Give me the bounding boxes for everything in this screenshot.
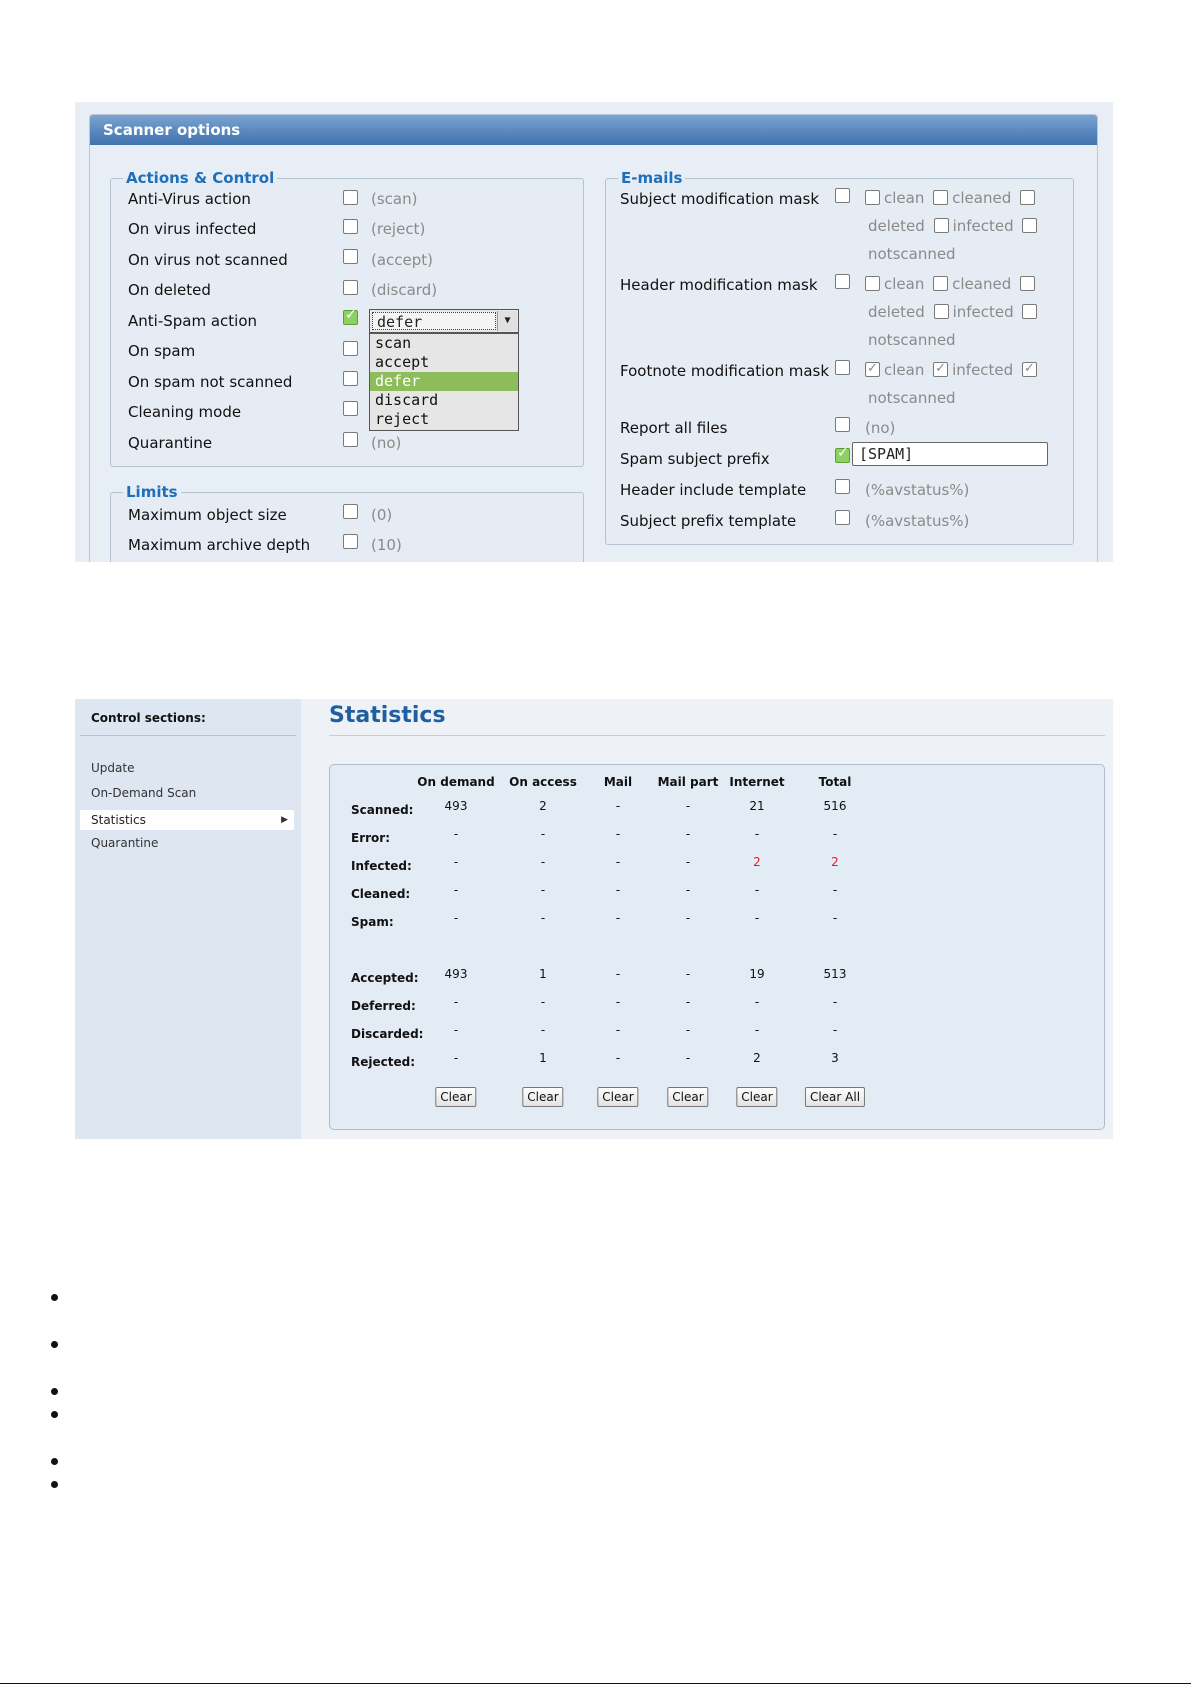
label: On spam not scanned [128,373,293,391]
emails-legend: E-mails [621,169,683,187]
max-object-size-checkbox[interactable] [343,504,358,519]
table-cell: - [615,827,621,841]
label: Spam subject prefix [620,450,770,468]
table-cell: - [615,967,621,981]
header-mask-checkbox[interactable] [835,274,850,289]
footnote-notscanned-label: notscanned [868,389,956,407]
label: Header modification mask [620,276,818,294]
table-cell: 19 [749,967,765,981]
quarantine-checkbox[interactable] [343,432,358,447]
table-cell: 1 [539,1051,547,1065]
clear-all-button[interactable]: Clear All [805,1087,865,1107]
statistics-table [329,764,1105,1130]
label: Subject modification mask [620,190,820,208]
select-value: defer [372,312,496,330]
on-deleted-checkbox[interactable] [343,280,358,295]
table-cell: 3 [831,1051,839,1065]
label: Quarantine [128,434,213,452]
table-cell: 493 [444,799,468,813]
report-all-files-value: (no) [865,419,896,437]
header-cleaned-checkbox[interactable] [933,276,948,291]
table-cell: 2 [539,799,547,813]
max-archive-depth-checkbox[interactable] [343,534,358,549]
table-cell: - [615,883,621,897]
list-bullet [51,1341,58,1348]
table-cell: - [754,995,760,1009]
header-notscanned-label: notscanned [868,331,956,349]
list-bullet [51,1458,58,1465]
footnote-infected-checkbox[interactable] [933,362,948,377]
table-cell: - [685,883,691,897]
dropdown-option-discard[interactable]: discard [375,391,439,409]
max-archive-depth-value: (10) [371,536,402,554]
clear-mail-button[interactable]: Clear [597,1087,638,1107]
scanner-options-screenshot [75,102,1113,562]
table-cell: - [540,883,546,897]
footnote-notscanned-checkbox[interactable] [1022,362,1037,377]
on-virus-not-scanned-checkbox[interactable] [343,249,358,264]
page-title: Statistics [329,703,446,728]
list-bullet [51,1481,58,1488]
table-cell: 493 [444,967,468,981]
label: On spam [128,342,196,360]
subject-deleted-checkbox[interactable] [1020,190,1035,205]
table-cell: - [832,827,838,841]
table-cell: - [615,1051,621,1065]
subject-mask-options-line2 [868,216,1041,236]
sidebar-item-statistics[interactable] [80,810,294,830]
spam-subject-prefix-checkbox[interactable] [835,448,850,463]
label: Maximum object size [128,506,287,524]
on-virus-not-scanned-value: (accept) [371,251,434,269]
header-clean-label: clean [884,275,925,293]
row-label: Accepted: [351,971,419,985]
table-cell: - [685,911,691,925]
table-cell: - [453,1051,459,1065]
subject-mask-options-line1 [865,188,1039,208]
list-bullet [51,1294,58,1301]
table-cell: - [754,1023,760,1037]
on-virus-infected-checkbox[interactable] [343,219,358,234]
divider [80,735,296,736]
subject-notscanned-label: notscanned [868,245,956,263]
table-cell: - [754,883,760,897]
subject-infected-label: infected [952,217,1014,235]
table-cell: - [615,911,621,925]
header-deleted-label: deleted [868,303,925,321]
divider [0,1683,1191,1684]
subject-cleaned-label: cleaned [952,189,1012,207]
statistics-screenshot [75,699,1113,1139]
sidebar-title: Control sections: [91,711,206,725]
footnote-mask-options-line1 [865,360,1041,380]
header-notscanned-checkbox[interactable] [1022,304,1037,319]
clear-internet-button[interactable]: Clear [736,1087,777,1107]
header-infected-label: infected [952,303,1014,321]
subject-infected-checkbox[interactable] [934,218,949,233]
table-cell: - [615,995,621,1009]
table-cell: - [615,799,621,813]
on-virus-infected-value: (reject) [371,220,426,238]
table-cell: - [685,1023,691,1037]
column-header: Internet [729,775,785,789]
table-cell: - [540,1023,546,1037]
table-cell: - [685,967,691,981]
subject-deleted-label: deleted [868,217,925,235]
control-sections-sidebar [75,699,301,1139]
subject-notscanned-checkbox[interactable] [1022,218,1037,233]
table-cell: - [540,827,546,841]
label: Header include template [620,481,807,499]
label: On deleted [128,281,211,299]
antivirus-action-checkbox[interactable] [343,190,358,205]
header-cleaned-label: cleaned [952,275,1012,293]
header-mask-options-line1 [865,274,1039,294]
header-clean-checkbox[interactable] [865,276,880,291]
footnote-mask-checkbox[interactable] [835,360,850,375]
label: On virus infected [128,220,257,238]
label: Footnote modification mask [620,362,830,380]
header-include-template-checkbox[interactable] [835,479,850,494]
table-cell: - [685,855,691,869]
table-cell: - [453,1023,459,1037]
dropdown-option-scan[interactable]: scan [375,334,412,352]
table-cell: - [685,995,691,1009]
label: On virus not scanned [128,251,288,269]
clear-on-demand-button[interactable]: Clear [435,1087,476,1107]
row-label: Scanned: [351,803,414,817]
table-cell: - [453,883,459,897]
label: Maximum archive depth [128,536,311,554]
table-cell: 2 [753,1051,761,1065]
sidebar-item-quarantine[interactable]: Quarantine [91,836,159,850]
column-header: On demand [417,775,495,789]
row-label: Infected: [351,859,412,873]
label: Cleaning mode [128,403,242,421]
label: Anti-Spam action [128,312,258,330]
table-cell: - [615,855,621,869]
table-cell: - [453,995,459,1009]
list-bullet [51,1388,58,1395]
table-cell: - [832,1023,838,1037]
sidebar-item-on-demand-scan[interactable]: On-Demand Scan [91,786,197,800]
antispam-action-checkbox[interactable] [343,310,358,325]
sidebar-item-update[interactable]: Update [91,761,135,775]
divider [329,735,1105,736]
table-cell: - [453,855,459,869]
header-mask-options-line2 [868,302,1041,322]
column-header: Total [818,775,852,789]
cleaning-mode-checkbox[interactable] [343,401,358,416]
table-cell: - [832,995,838,1009]
clear-mail-part-button[interactable]: Clear [667,1087,708,1107]
row-label: Cleaned: [351,887,411,901]
row-label: Discarded: [351,1027,424,1041]
footnote-clean-label: clean [884,361,925,379]
column-header: On access [509,775,577,789]
subject-cleaned-checkbox[interactable] [933,190,948,205]
column-header: Mail [603,775,633,789]
limits-legend: Limits [126,483,178,501]
table-cell: 513 [823,967,847,981]
dropdown-option-reject[interactable]: reject [375,410,430,428]
subject-mask-checkbox[interactable] [835,188,850,203]
table-cell: 516 [823,799,847,813]
report-all-files-checkbox[interactable] [835,417,850,432]
clear-on-access-button[interactable]: Clear [522,1087,563,1107]
table-cell: - [453,911,459,925]
table-cell: - [754,827,760,841]
list-bullet [51,1411,58,1418]
max-object-size-value: (0) [371,506,393,524]
dropdown-option-accept[interactable]: accept [375,353,430,371]
row-label: Spam: [351,915,394,929]
actions-control-legend: Actions & Control [126,169,275,187]
table-cell: - [453,827,459,841]
row-label: Error: [351,831,390,845]
subject-prefix-template-value: (%avstatus%) [865,512,970,530]
row-label: Deferred: [351,999,416,1013]
antispam-action-dropdown [369,333,519,431]
table-cell: - [832,883,838,897]
label: Report all files [620,419,728,437]
header-include-template-value: (%avstatus%) [865,481,970,499]
table-cell: 2 [831,855,839,869]
footnote-infected-label: infected [952,361,1014,379]
table-cell: - [540,855,546,869]
chevron-right-icon: ▶ [281,815,288,825]
table-cell: - [832,911,838,925]
table-cell: - [685,827,691,841]
table-cell: - [754,911,760,925]
on-spam-checkbox[interactable] [343,341,358,356]
label: Anti-Virus action [128,190,251,208]
table-cell: 21 [749,799,765,813]
subject-clean-label: clean [884,189,925,207]
label: Subject prefix template [620,512,797,530]
column-header: Mail part [657,775,719,789]
on-deleted-value: (discard) [371,281,438,299]
subject-clean-checkbox[interactable] [865,190,880,205]
quarantine-value: (no) [371,434,402,452]
subject-prefix-template-checkbox[interactable] [835,510,850,525]
table-cell: - [615,1023,621,1037]
footnote-clean-checkbox[interactable] [865,362,880,377]
row-label: Rejected: [351,1055,416,1069]
header-infected-checkbox[interactable] [934,304,949,319]
antispam-action-select[interactable] [369,309,519,333]
on-spam-not-scanned-checkbox[interactable] [343,371,358,386]
header-deleted-checkbox[interactable] [1020,276,1035,291]
chevron-down-icon[interactable]: ▼ [497,311,517,331]
table-cell: - [685,1051,691,1065]
table-cell: 1 [539,967,547,981]
dropdown-option-defer[interactable]: defer [370,372,518,391]
table-cell: 2 [753,855,761,869]
table-cell: - [685,799,691,813]
table-cell: - [540,911,546,925]
panel-title: Scanner options [90,115,1097,145]
table-cell: - [540,995,546,1009]
spam-subject-prefix-input[interactable]: [SPAM] [852,442,1048,466]
antivirus-action-value: (scan) [371,190,418,208]
sidebar-item-label: Statistics [91,813,146,827]
